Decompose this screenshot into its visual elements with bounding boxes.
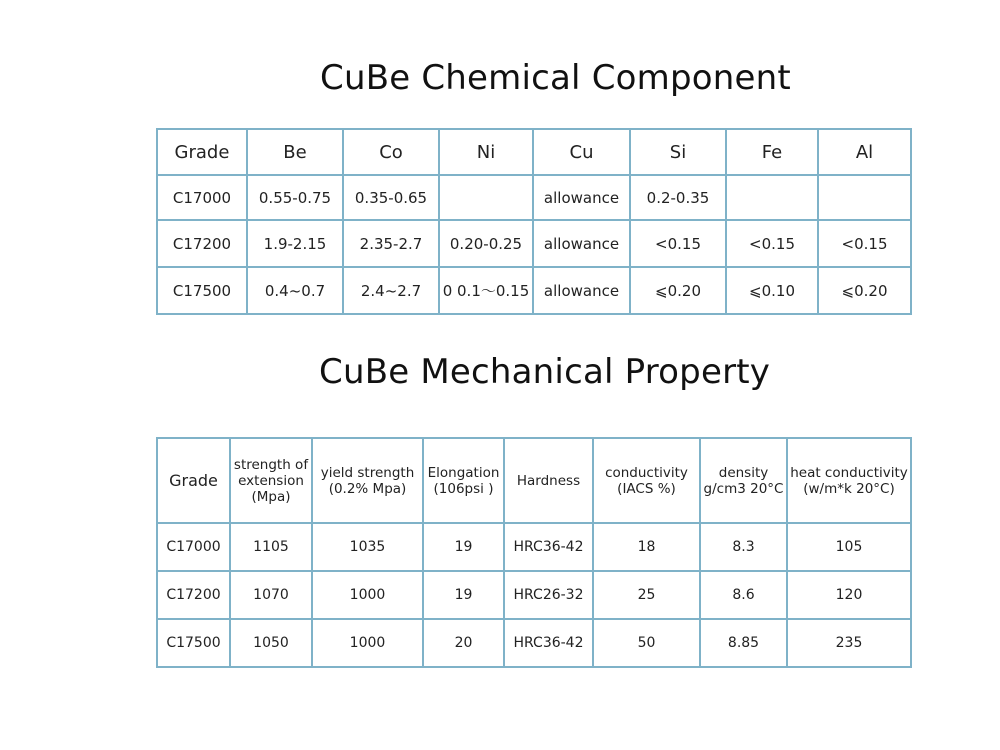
table-cell: 1105	[230, 523, 312, 571]
mechanical-title: CuBe Mechanical Property	[319, 352, 771, 392]
table-cell: C17200	[157, 220, 247, 267]
table-cell: 0.2-0.35	[630, 175, 726, 220]
header-cell	[157, 438, 230, 523]
header-line: Grade	[169, 470, 218, 490]
header-line: g/cm3 20°C	[703, 480, 784, 497]
table-cell: 0.4~0.7	[247, 267, 343, 314]
table-cell: allowance	[533, 267, 630, 314]
table-cell: HRC36-42	[504, 523, 593, 571]
header-cell: Cu	[533, 129, 630, 175]
table-row	[157, 619, 911, 667]
table-cell: 8.6	[700, 571, 787, 619]
table-cell: 0.55-0.75	[247, 175, 343, 220]
table-row	[157, 220, 911, 267]
table-cell: ⩽0.10	[726, 267, 818, 314]
header-cell	[312, 438, 423, 523]
table-cell: 1050	[230, 619, 312, 667]
table-row	[157, 571, 911, 619]
header-cell: Fe	[726, 129, 818, 175]
header-cell: Si	[630, 129, 726, 175]
table-cell	[439, 175, 533, 220]
header-cell	[504, 438, 593, 523]
table-cell: 0.20-0.25	[439, 220, 533, 267]
header-line: (IACS %)	[617, 480, 676, 497]
table-cell: 8.3	[700, 523, 787, 571]
table-cell: HRC26-32	[504, 571, 593, 619]
table-cell: C17000	[157, 523, 230, 571]
header-cell	[700, 438, 787, 523]
header-line: Elongation	[427, 464, 500, 481]
table-cell: C17500	[157, 267, 247, 314]
table-cell: 18	[593, 523, 700, 571]
header-line: (w/m*k 20°C)	[803, 480, 895, 497]
header-line: Hardness	[516, 472, 581, 489]
table-cell	[818, 175, 911, 220]
table-cell: allowance	[533, 220, 630, 267]
table-cell: 0 0.1～0.15	[439, 267, 533, 314]
header-line: strength of	[233, 456, 309, 473]
chemical-title: CuBe Chemical Component	[320, 58, 791, 98]
header-line: density	[718, 464, 769, 481]
table-row	[157, 175, 911, 220]
header-line: yield strength	[320, 464, 415, 481]
table-cell: 25	[593, 571, 700, 619]
table-cell: C17500	[157, 619, 230, 667]
header-cell: Al	[818, 129, 911, 175]
table-cell: 120	[787, 571, 911, 619]
table-cell: <0.15	[726, 220, 818, 267]
table-cell: ⩽0.20	[818, 267, 911, 314]
header-cell	[593, 438, 700, 523]
table-cell: 2.4~2.7	[343, 267, 439, 314]
table-cell: 1.9-2.15	[247, 220, 343, 267]
table-cell	[726, 175, 818, 220]
header-line: extension	[238, 472, 304, 489]
header-line: heat conductivity	[790, 464, 908, 481]
header-cell: Co	[343, 129, 439, 175]
header-line: (106psi )	[433, 480, 494, 497]
header-cell: Grade	[157, 129, 247, 175]
chemical-header-row	[157, 129, 911, 175]
header-cell: Ni	[439, 129, 533, 175]
table-cell: 19	[423, 523, 504, 571]
table-cell: 105	[787, 523, 911, 571]
header-line: (Mpa)	[251, 488, 291, 505]
header-line: (0.2% Mpa)	[328, 480, 407, 497]
header-cell	[423, 438, 504, 523]
table-row	[157, 267, 911, 314]
header-cell	[230, 438, 312, 523]
table-cell: HRC36-42	[504, 619, 593, 667]
table-cell: <0.15	[630, 220, 726, 267]
header-line: conductivity	[605, 464, 688, 481]
header-cell	[787, 438, 911, 523]
table-cell: ⩽0.20	[630, 267, 726, 314]
mechanical-table	[156, 437, 912, 668]
table-cell: 1035	[312, 523, 423, 571]
table-cell: C17200	[157, 571, 230, 619]
table-cell: allowance	[533, 175, 630, 220]
table-cell: 8.85	[700, 619, 787, 667]
header-cell: Be	[247, 129, 343, 175]
table-cell: 0.35-0.65	[343, 175, 439, 220]
table-cell: C17000	[157, 175, 247, 220]
table-cell: 1070	[230, 571, 312, 619]
table-cell: <0.15	[818, 220, 911, 267]
table-cell: 2.35-2.7	[343, 220, 439, 267]
table-cell: 50	[593, 619, 700, 667]
table-cell: 20	[423, 619, 504, 667]
table-row	[157, 523, 911, 571]
table-cell: 235	[787, 619, 911, 667]
table-cell: 19	[423, 571, 504, 619]
chemical-table	[156, 128, 912, 315]
table-cell: 1000	[312, 571, 423, 619]
table-cell: 1000	[312, 619, 423, 667]
mechanical-header-row	[157, 438, 911, 523]
